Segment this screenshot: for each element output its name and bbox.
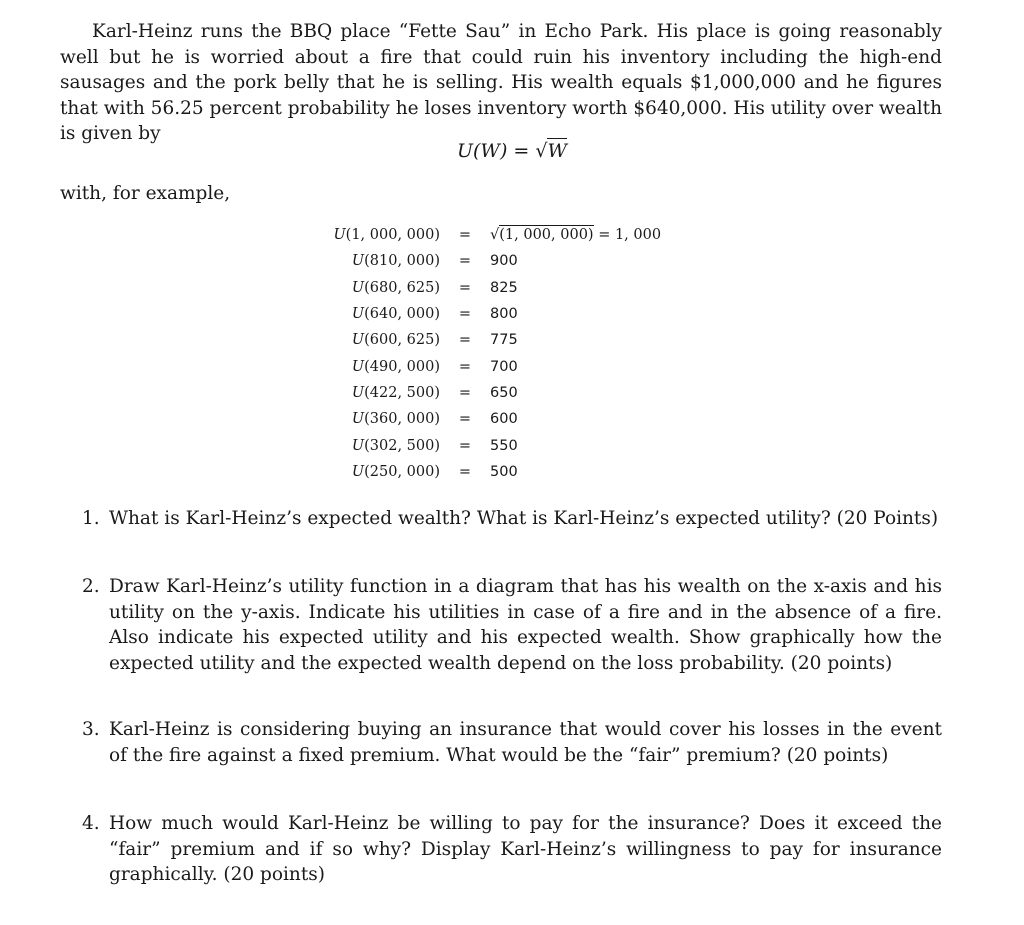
question-text: Draw Karl-Heinz’s utility function in a diagram that has his wealth on the x-axis and his utility on the y-axis. Indicate his utilities in case of a fire and in the absence of a fire. Also indicate his expected utility and his expected wealth. Show graphically how the expected utility and the expected wealth depend on the loss probability. (20 points) [109,576,942,674]
utility-row-rhs: √(1, 000, 000) = 1, 000 [490,227,662,244]
utility-row [322,301,661,327]
question-item [82,574,942,676]
question-number: 4. [82,813,100,834]
utility-row-lhs: U(680, 625) [351,279,440,296]
utility-row-equals: = [458,332,472,349]
utility-row-equals: = [458,306,472,323]
utility-row-value: 650 [490,384,518,401]
question-text: What is Karl-Heinz’s expected wealth? What is Karl-Heinz’s expected utility? (20 Points) [109,508,939,529]
utility-row-value: 500 [490,463,518,480]
utility-row-lhs: U(302, 500) [351,437,440,454]
utility-row-lhs: U(810, 000) [351,253,440,270]
utility-row-lhs: U(640, 000) [351,306,440,323]
question-item [82,717,942,768]
utility-row-first [322,222,661,248]
question-number: 3. [82,719,100,740]
utility-row-lhs: U(600, 625) [351,332,440,349]
utility-row-lhs: U(422, 500) [351,384,440,401]
utility-function-lhs: U(W) = [456,140,530,162]
utility-row-value: 800 [490,306,518,323]
utility-row-lhs: U(1, 000, 000) [333,227,440,244]
utility-row [322,459,661,485]
utility-row-value: 775 [490,332,518,349]
example-lead-in: with, for example, [60,183,231,204]
utility-row-value: 600 [490,411,518,428]
utility-row-equals: = [458,463,472,480]
utility-row-equals: = [458,437,472,454]
question-number: 1. [82,508,100,529]
utility-row-value: 700 [490,358,518,375]
utility-row-value: 900 [490,253,518,270]
utility-row-equals: = [458,384,472,401]
utility-row [322,275,661,301]
utility-row [322,353,661,379]
utility-row-lhs: U(360, 000) [351,411,440,428]
utility-function-equation [0,140,1024,162]
utility-row-equals: = [458,253,472,270]
utility-function-radicand: W [547,140,567,162]
utility-row [322,248,661,274]
question-item [82,811,942,888]
question-item [82,506,942,532]
intro-paragraph: Karl-Heinz runs the BBQ place “Fette Sau” in Echo Park. His place is going reasonably well but he is worried about a fire that could ruin his inventory including the high-end sausages and the pork belly that he is selling. His wealth equals $1,000,000 and he figures that with 56.25 percent probability he loses inventory worth $640,000. His utility over wealth is given by [60,21,942,144]
utility-row-value: 825 [490,279,518,296]
utility-row-equals: = [458,358,472,375]
utility-row [322,380,661,406]
utility-row [322,327,661,353]
question-text: Karl-Heinz is considering buying an insurance that would cover his losses in the event of the fire against a fixed premium. What would be the “fair” premium? (20 points) [109,719,942,766]
utility-row-lhs: U(250, 000) [351,463,440,480]
utility-values-table [322,222,661,485]
utility-row-equals: = [458,279,472,296]
utility-row [322,406,661,432]
utility-row-equals: = [458,411,472,428]
utility-row-lhs: U(490, 000) [351,358,440,375]
utility-row-value: 550 [490,437,518,454]
sqrt-symbol: √ [535,140,548,162]
utility-row [322,432,661,458]
question-text: How much would Karl-Heinz be willing to pay for the insurance? Does it exceed the “fair” premium and if so why? Display Karl-Heinz’s willingness to pay for insurance graphically. (20 points) [109,813,942,885]
utility-row-equals: = [458,227,472,244]
question-number: 2. [82,576,100,597]
